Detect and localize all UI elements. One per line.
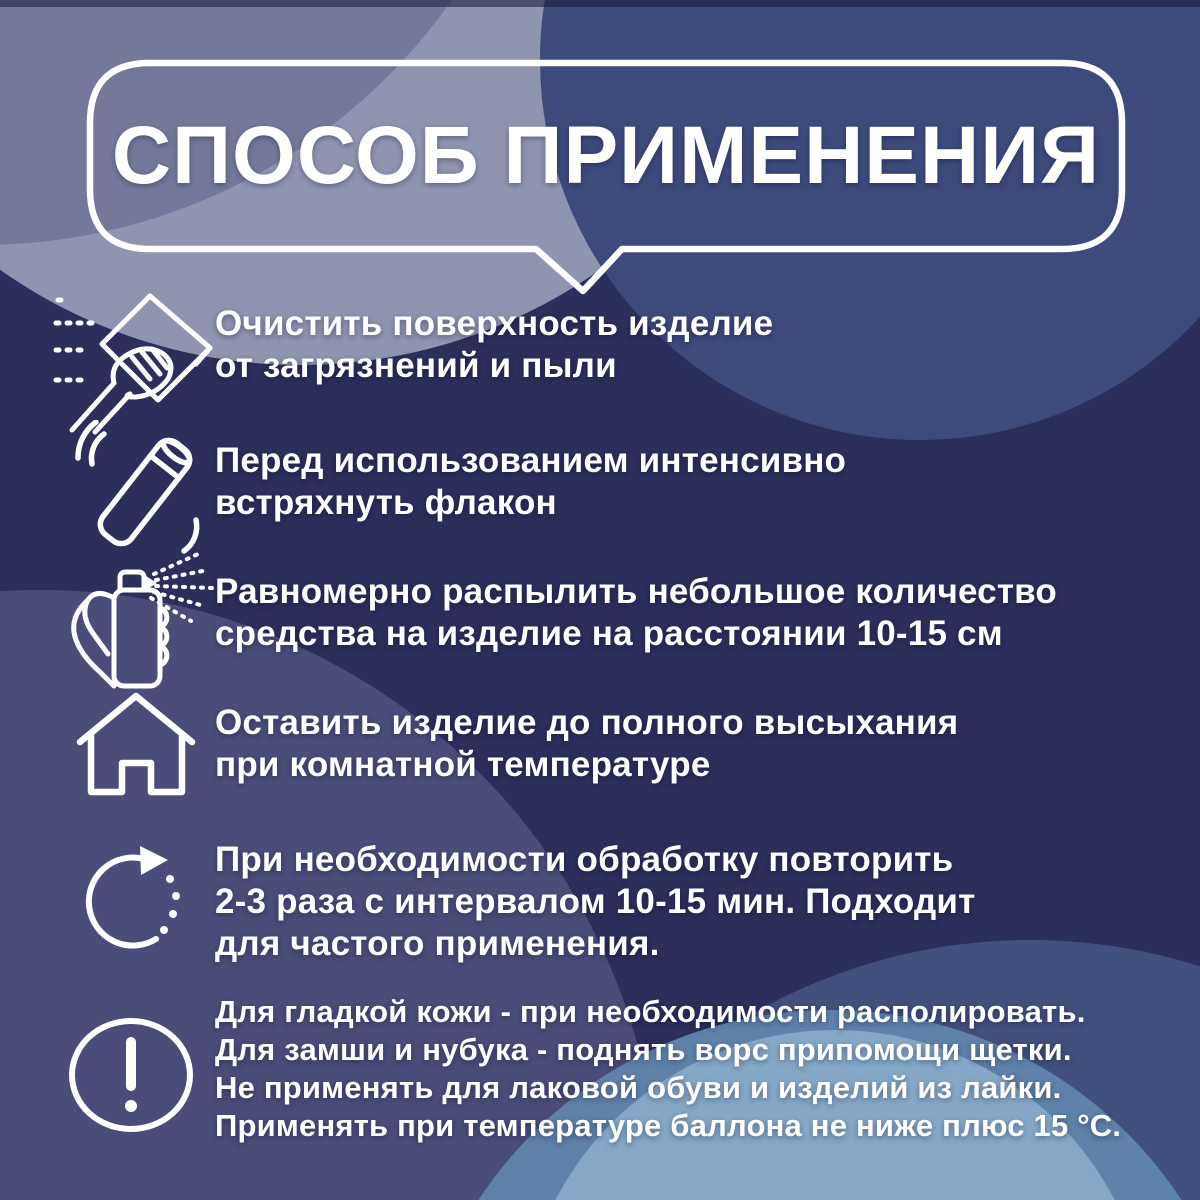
shake-can-icon <box>70 420 220 565</box>
step-line: Для гладкой кожи - при необходимости располировать. <box>215 994 1086 1029</box>
step-line: 2-3 раза с интервалом 10-15 мин. Подходит <box>215 882 976 921</box>
warning-icon <box>64 1016 199 1134</box>
spray-hand-icon <box>58 548 216 693</box>
step-line: Для замши и нубука - поднять ворс припомощи щетки. <box>215 1032 1072 1067</box>
house-icon <box>74 688 199 800</box>
step-line: от загрязнений и пыли <box>215 346 617 385</box>
step-line: для частого применения. <box>215 924 660 963</box>
step-line: При необходимости обработку повторить <box>215 840 954 879</box>
step-line: Очистить поверхность изделие <box>215 304 774 343</box>
step-line: Равномерно распылить небольшое количество <box>215 572 1058 611</box>
repeat-icon <box>72 843 192 963</box>
step-line: Оставить изделие до полного высыхания <box>215 703 959 742</box>
step-5-text <box>215 839 975 965</box>
step-2-text <box>215 440 846 524</box>
step-line: Применять при температуре баллона не ниже плюс 15 °С. <box>215 1108 1122 1143</box>
page-title: СПОСОБ ПРИМЕНЕНИЯ <box>111 110 1101 201</box>
step-line: при комнатной температуре <box>215 745 711 784</box>
step-3-text <box>215 571 1057 655</box>
step-line: встряхнуть флакон <box>215 483 557 522</box>
step-line: средства на изделие на расстоянии 10-15 см <box>215 614 1003 653</box>
step-line: Не применять для лаковой обуви и изделий из лайки. <box>215 1070 1062 1105</box>
step-6-text <box>215 993 1121 1145</box>
step-1-text <box>215 303 773 387</box>
step-4-text <box>215 702 958 786</box>
step-line: Перед использованием интенсивно <box>215 441 847 480</box>
